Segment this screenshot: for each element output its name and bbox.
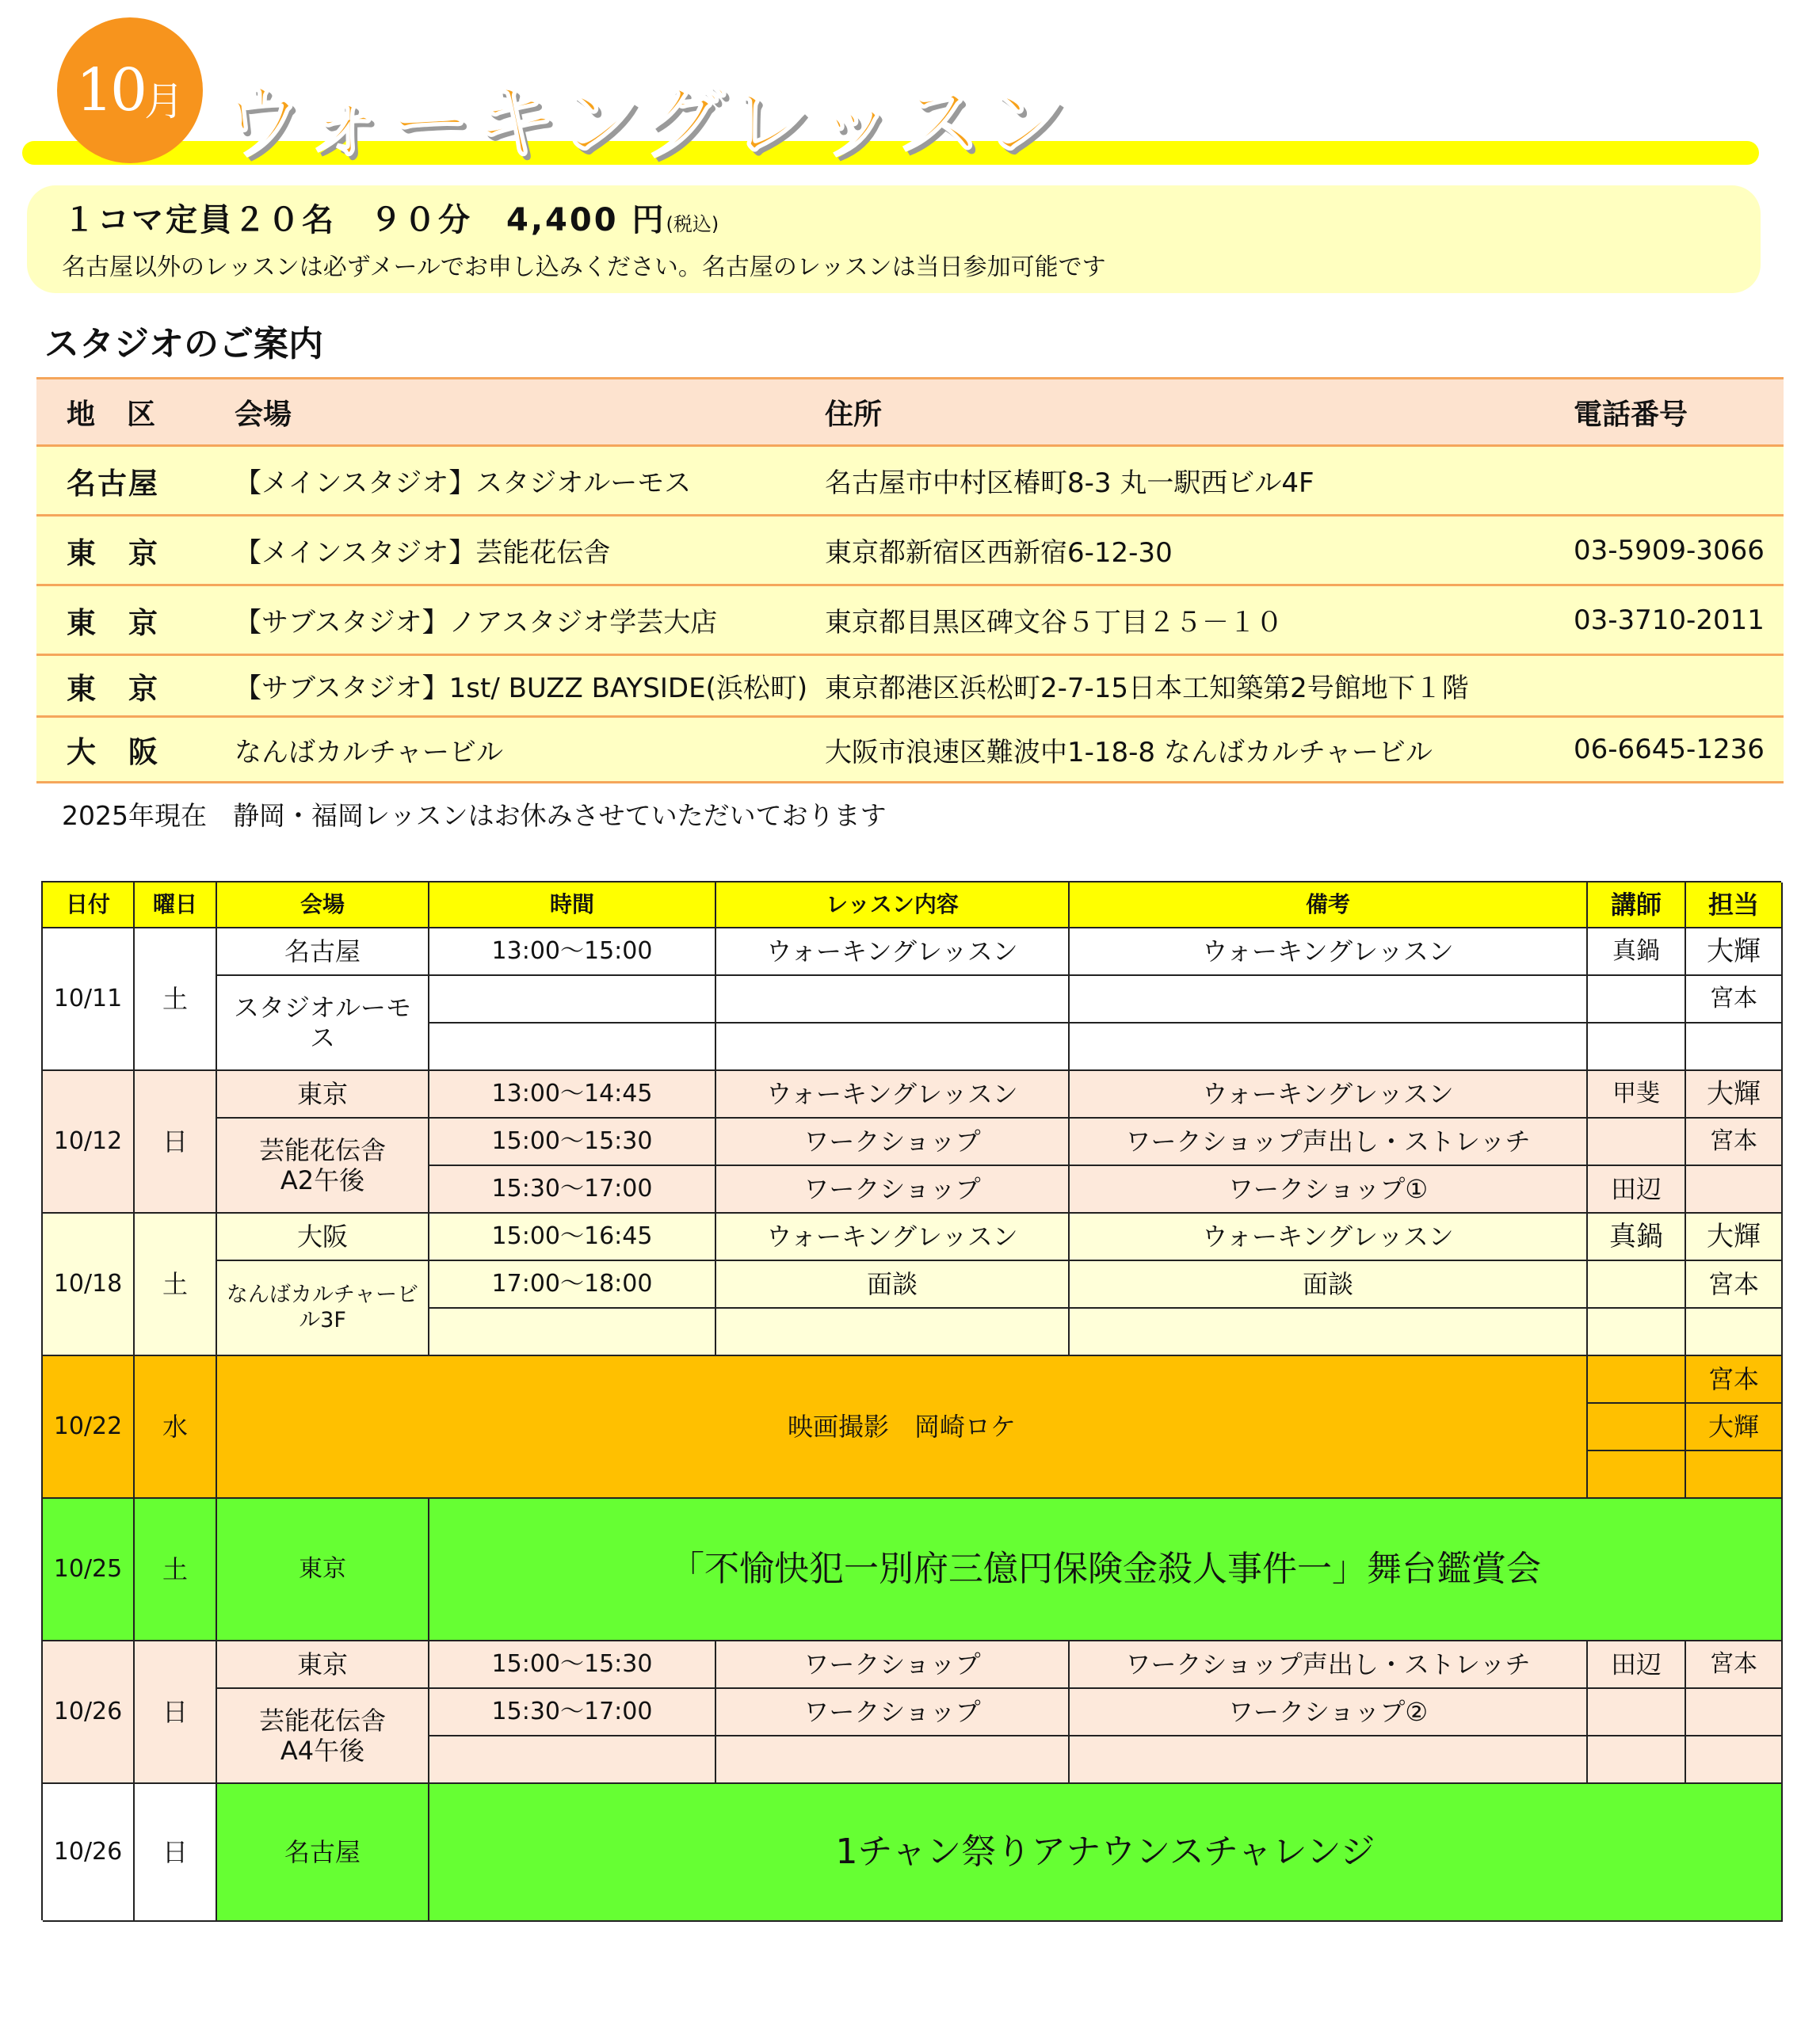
day-cell: 土 xyxy=(135,928,217,1071)
day-cell: 土 xyxy=(135,1214,217,1356)
studio-address: 東京都港区浜松町2-7-15日本工知築第2号館地下１階 xyxy=(825,673,1469,704)
studio-area: 東 京 xyxy=(67,536,159,570)
col-header-instructor: 講師 xyxy=(1588,882,1686,928)
staff-cell: 大輝 xyxy=(1686,1404,1783,1451)
staff-cell: 大輝 xyxy=(1686,1214,1783,1261)
remarks-cell: ウォーキングレッスン xyxy=(1070,1071,1588,1119)
page-title: ウォーキングレッスン xyxy=(220,74,1070,170)
instructor-cell: 真鍋 xyxy=(1588,928,1686,976)
time-cell: 13:00～15:00 xyxy=(429,928,716,976)
studio-tel: 06-6645-1236 xyxy=(1574,734,1765,765)
instructor-cell: 甲斐 xyxy=(1588,1071,1686,1119)
staff-cell: 宮本 xyxy=(1686,1261,1783,1309)
col-header-day: 曜日 xyxy=(135,882,217,928)
remarks-cell: ウォーキングレッスン xyxy=(1070,928,1588,976)
instructor-cell: 田辺 xyxy=(1588,1166,1686,1214)
remarks-cell: ワークショップ① xyxy=(1070,1166,1588,1214)
studio-table xyxy=(36,377,1784,783)
staff-cell: 大輝 xyxy=(1686,928,1783,976)
studio-venue: 【メインスタジオ】スタジオルーモス xyxy=(235,467,692,499)
content-cell: ワークショップ xyxy=(716,1641,1070,1689)
staff-cell: 宮本 xyxy=(1686,1356,1783,1404)
time-cell: 15:00～16:45 xyxy=(429,1214,716,1261)
instructor-cell: 真鍋 xyxy=(1588,1214,1686,1261)
time-cell: 13:00～14:45 xyxy=(429,1071,716,1119)
staff-cell: 宮本 xyxy=(1686,1641,1783,1689)
remarks-cell: ワークショップ声出し・ストレッチ xyxy=(1070,1119,1588,1166)
header-address: 住所 xyxy=(825,398,883,431)
empty-cell xyxy=(1686,1309,1783,1356)
empty-cell xyxy=(1588,1309,1686,1356)
header-area: 地 区 xyxy=(67,398,158,431)
venue-city: 名古屋 xyxy=(217,928,429,976)
empty-cell xyxy=(716,976,1070,1024)
studio-venue: なんばカルチャービル xyxy=(235,736,503,768)
empty-cell xyxy=(1686,1451,1783,1499)
capacity-price xyxy=(63,195,719,240)
date-cell: 10/26 xyxy=(43,1641,135,1784)
time-cell: 15:00～15:30 xyxy=(429,1119,716,1166)
content-cell: ワークショップ xyxy=(716,1689,1070,1736)
empty-cell xyxy=(716,1309,1070,1356)
studio-tel: 03-5909-3066 xyxy=(1574,534,1765,566)
staff-cell: 宮本 xyxy=(1686,976,1783,1024)
venue-city: 東京 xyxy=(217,1499,429,1641)
venue-city: 名古屋 xyxy=(217,1784,429,1922)
closure-note: 2025年現在 静岡・福岡レッスンはお休みさせていただいております xyxy=(62,800,887,831)
month-unit: 月 xyxy=(144,78,185,124)
empty-cell xyxy=(1588,1119,1686,1166)
empty-cell xyxy=(1588,1356,1686,1404)
month-badge xyxy=(57,17,203,163)
day-cell: 日 xyxy=(135,1641,217,1784)
content-cell: ワークショップ xyxy=(716,1119,1070,1166)
col-header-time: 時間 xyxy=(429,882,716,928)
empty-cell xyxy=(1588,1261,1686,1309)
empty-cell xyxy=(1588,1404,1686,1451)
empty-cell xyxy=(429,976,716,1024)
empty-cell xyxy=(1588,976,1686,1024)
header-tel: 電話番号 xyxy=(1574,398,1688,431)
empty-cell xyxy=(1686,1736,1783,1784)
time-cell: 17:00～18:00 xyxy=(429,1261,716,1309)
date-cell: 10/18 xyxy=(43,1214,135,1356)
header-venue: 会場 xyxy=(235,398,292,431)
month-number: 10 xyxy=(75,56,145,124)
time-cell: 15:30～17:00 xyxy=(429,1689,716,1736)
studio-table-header xyxy=(36,377,1784,444)
empty-cell xyxy=(429,1736,716,1784)
remarks-cell: ウォーキングレッスン xyxy=(1070,1214,1588,1261)
col-header-date: 日付 xyxy=(43,882,135,928)
studio-address: 東京都目黒区碑文谷５丁目２５－１０ xyxy=(825,607,1283,639)
staff-cell: 宮本 xyxy=(1686,1119,1783,1166)
studio-row xyxy=(36,584,1784,654)
col-header-staff: 担当 xyxy=(1686,882,1783,928)
empty-cell xyxy=(716,1024,1070,1071)
empty-cell xyxy=(1588,1024,1686,1071)
date-cell: 10/26 xyxy=(43,1784,135,1922)
studio-heading: スタジオのご案内 xyxy=(44,324,323,364)
remarks-cell: 面談 xyxy=(1070,1261,1588,1309)
studio-area: 名古屋 xyxy=(67,466,159,501)
empty-cell xyxy=(1686,1024,1783,1071)
empty-cell xyxy=(1588,1736,1686,1784)
venue-name: 芸能花伝舎 A2午後 xyxy=(217,1119,429,1214)
tax-note: (税込) xyxy=(666,213,719,235)
day-cell: 土 xyxy=(135,1499,217,1641)
venue-name: 芸能花伝舎 A4午後 xyxy=(217,1689,429,1784)
studio-address: 名古屋市中村区椿町8-3 丸一駅西ビル4F xyxy=(825,467,1314,499)
studio-venue: 【サブスタジオ】1st/ BUZZ BAYSIDE(浜松町) xyxy=(235,673,808,704)
date-cell: 10/22 xyxy=(43,1356,135,1499)
remarks-cell: ワークショップ② xyxy=(1070,1689,1588,1736)
remarks-cell: ワークショップ声出し・ストレッチ xyxy=(1070,1641,1588,1689)
studio-venue: 【メインスタジオ】芸能花伝舎 xyxy=(235,537,611,569)
event-cell: 1チャン祭りアナウンスチャレンジ xyxy=(429,1784,1783,1922)
content-cell: 面談 xyxy=(716,1261,1070,1309)
col-header-remarks: 備考 xyxy=(1070,882,1588,928)
content-cell: ウォーキングレッスン xyxy=(716,928,1070,976)
studio-area: 東 京 xyxy=(67,605,159,640)
empty-cell xyxy=(1070,976,1588,1024)
schedule-table xyxy=(41,881,1781,1920)
venue-city: 東京 xyxy=(217,1071,429,1119)
venue-city: 東京 xyxy=(217,1641,429,1689)
application-note: 名古屋以外のレッスンは必ずメールでお申し込みください。名古屋のレッスンは当日参加可能です xyxy=(62,254,1106,281)
time-cell: 15:00～15:30 xyxy=(429,1641,716,1689)
empty-cell xyxy=(1588,1689,1686,1736)
content-cell: ウォーキングレッスン xyxy=(716,1214,1070,1261)
empty-cell xyxy=(716,1736,1070,1784)
studio-row xyxy=(36,514,1784,584)
empty-cell xyxy=(1588,1451,1686,1499)
studio-address: 大阪市浪速区難波中1-18-8 なんばカルチャービル xyxy=(825,736,1433,768)
studio-address: 東京都新宿区西新宿6-12-30 xyxy=(825,537,1173,569)
capacity-price-text: １コマ定員２０名 ９０分 4,400 円 xyxy=(63,202,666,238)
venue-name: なんばカルチャービル3F xyxy=(217,1261,429,1356)
col-header-venue: 会場 xyxy=(217,882,429,928)
empty-cell xyxy=(1070,1736,1588,1784)
time-cell: 15:30～17:00 xyxy=(429,1166,716,1214)
empty-cell xyxy=(1070,1309,1588,1356)
content-cell: ワークショップ xyxy=(716,1166,1070,1214)
empty-cell xyxy=(1686,1166,1783,1214)
instructor-cell: 田辺 xyxy=(1588,1641,1686,1689)
date-cell: 10/25 xyxy=(43,1499,135,1641)
empty-cell xyxy=(429,1024,716,1071)
date-cell: 10/11 xyxy=(43,928,135,1071)
empty-cell xyxy=(1686,1689,1783,1736)
studio-row xyxy=(36,715,1784,783)
col-header-content: レッスン内容 xyxy=(716,882,1070,928)
staff-cell: 大輝 xyxy=(1686,1071,1783,1119)
event-cell: 映画撮影 岡崎ロケ xyxy=(217,1356,1588,1499)
empty-cell xyxy=(1070,1024,1588,1071)
day-cell: 日 xyxy=(135,1784,217,1922)
day-cell: 日 xyxy=(135,1071,217,1214)
studio-row xyxy=(36,444,1784,514)
studio-row xyxy=(36,654,1784,715)
venue-name: スタジオルーモス xyxy=(217,976,429,1071)
studio-area: 大 阪 xyxy=(67,735,159,769)
empty-cell xyxy=(429,1309,716,1356)
studio-tel: 03-3710-2011 xyxy=(1574,604,1765,636)
content-cell: ウォーキングレッスン xyxy=(716,1071,1070,1119)
day-cell: 水 xyxy=(135,1356,217,1499)
studio-area: 東 京 xyxy=(67,671,159,706)
date-cell: 10/12 xyxy=(43,1071,135,1214)
venue-city: 大阪 xyxy=(217,1214,429,1261)
event-cell: 「不愉快犯一別府三億円保険金殺人事件一」舞台鑑賞会 xyxy=(429,1499,1783,1641)
studio-venue: 【サブスタジオ】ノアスタジオ学芸大店 xyxy=(235,607,718,639)
